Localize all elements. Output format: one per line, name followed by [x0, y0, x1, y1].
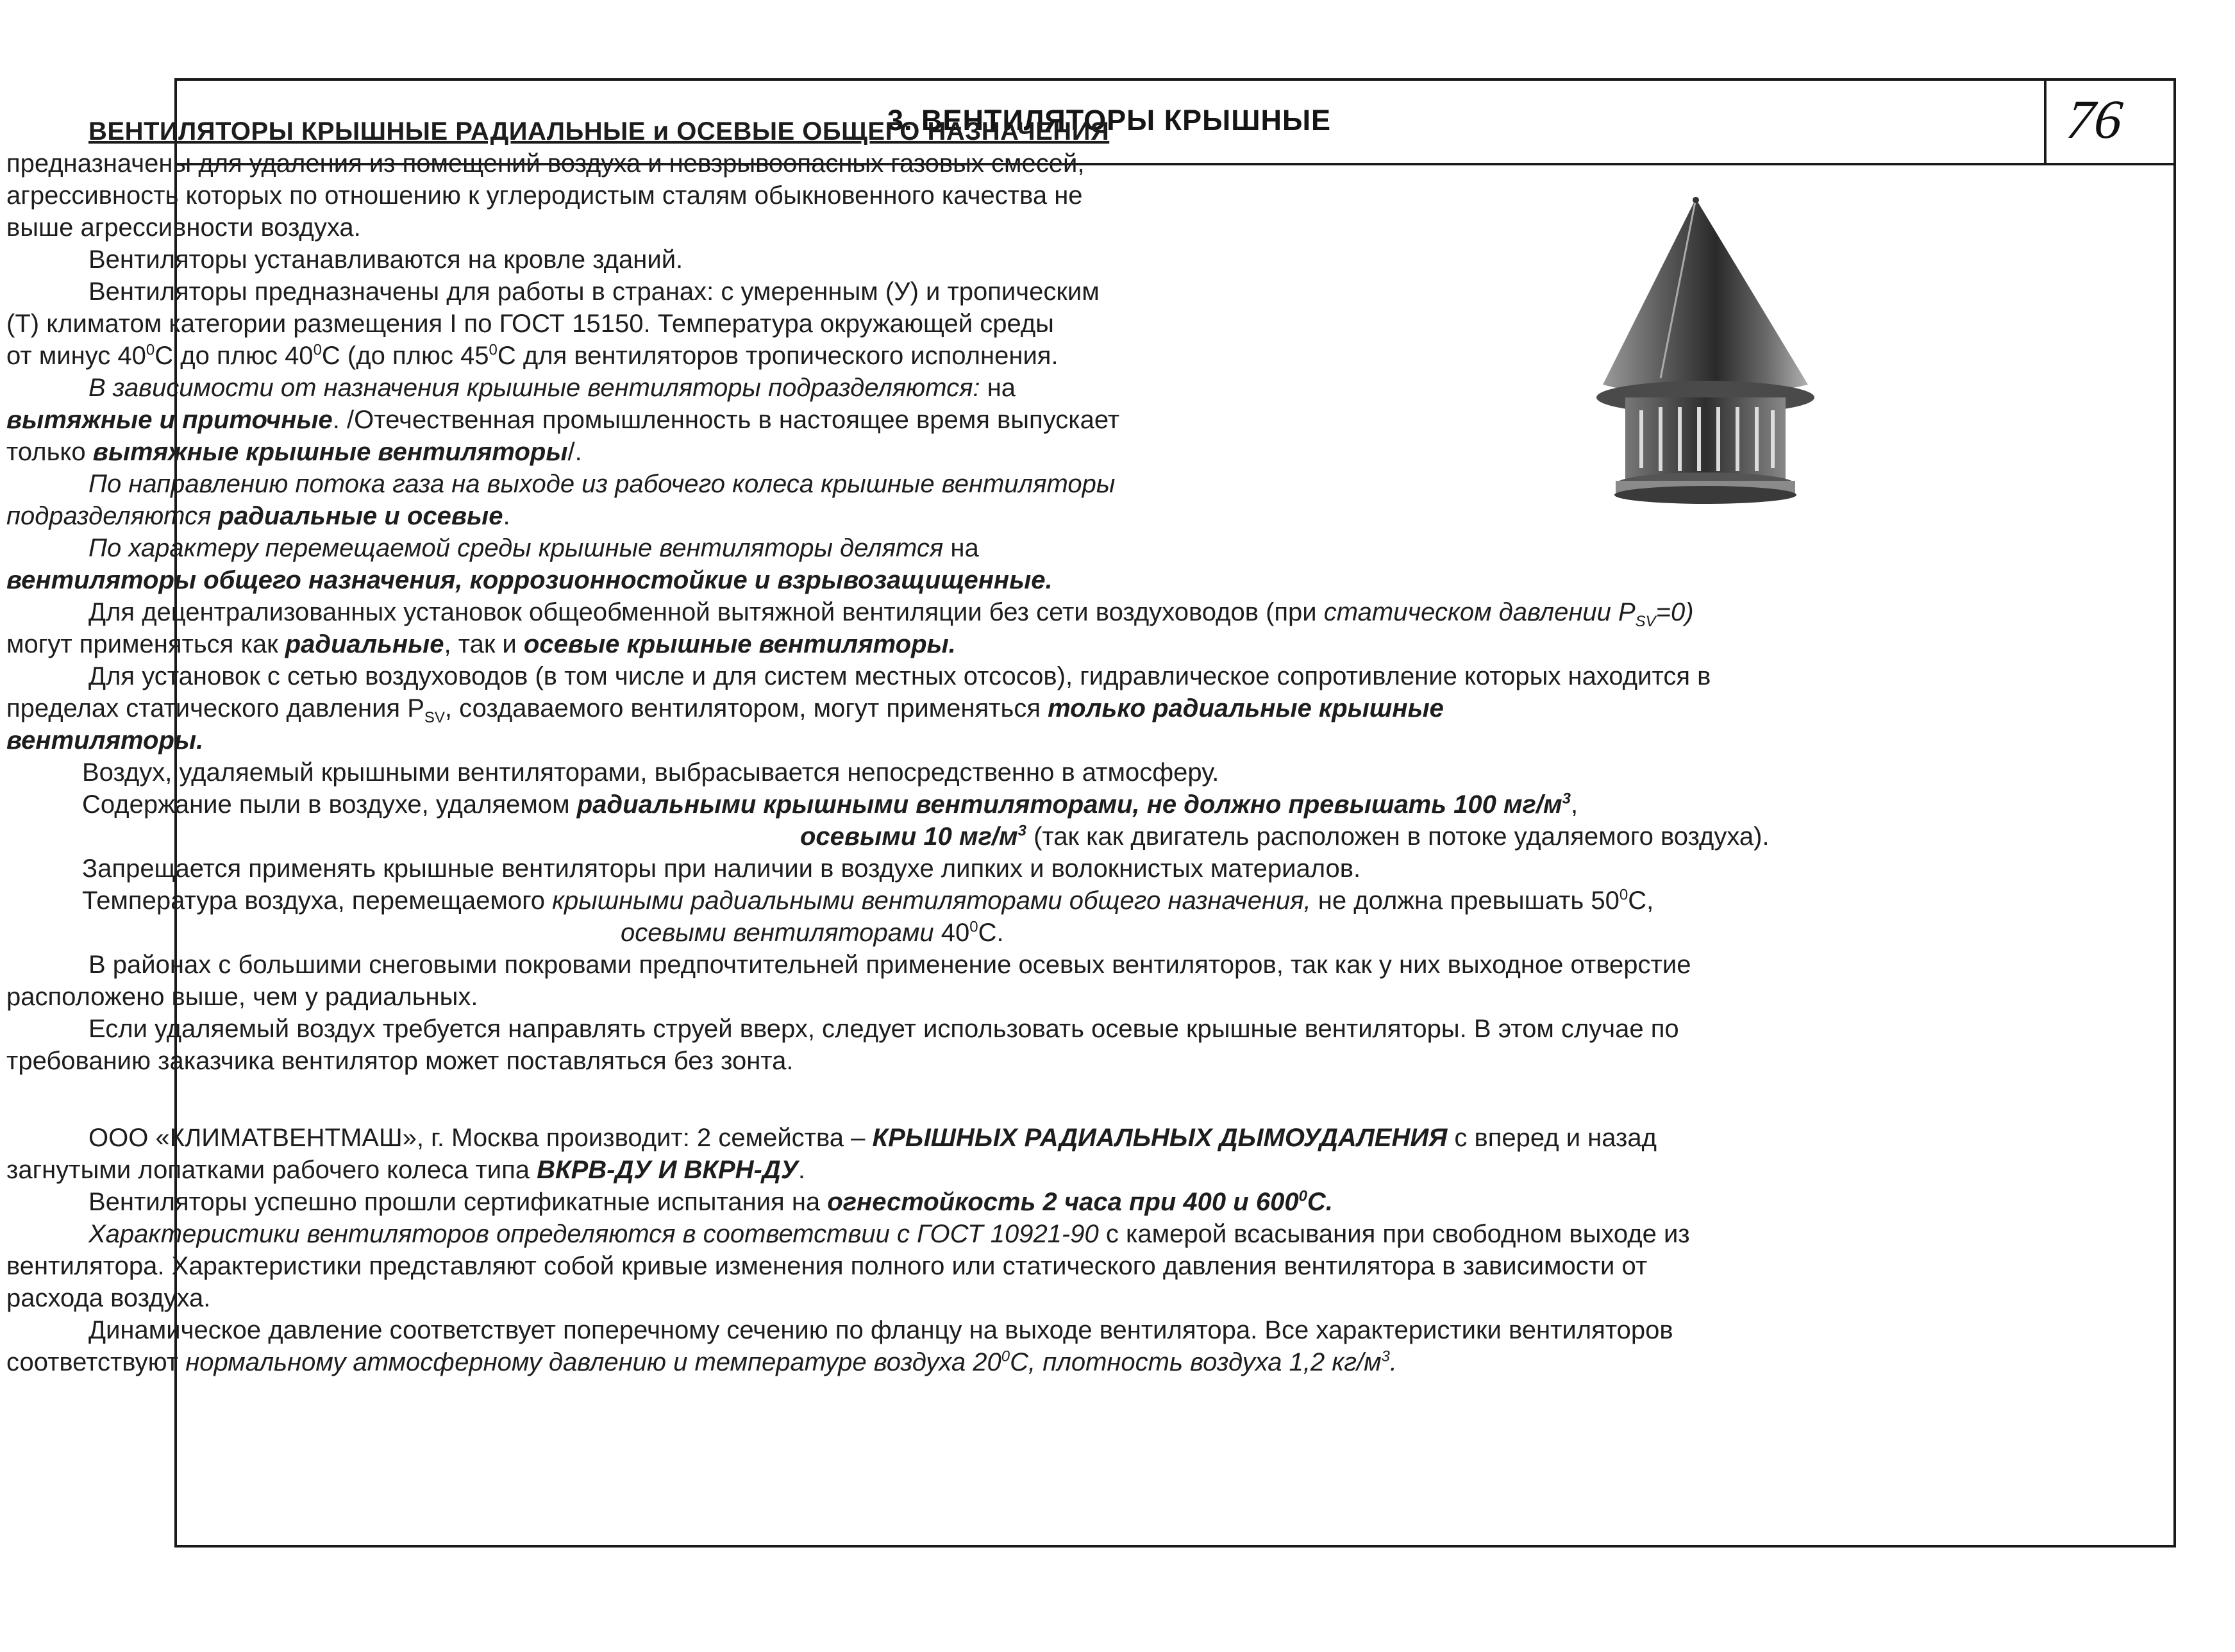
paragraph-characteristics: расхода воздуха. — [6, 1284, 211, 1312]
paragraph-dust: осевыми 10 $мг/м^3$ (так как двигатель расположен в потоке удаляемого воздуха). — [800, 822, 1770, 851]
paragraph-snow: В районах с большими снеговыми покровами предпочтительней применение осевых вентиляторов, так как у них выходное отверстие — [88, 951, 1691, 979]
paragraph-decentral: могут применяться как радиальные, так и осевые крышные вентиляторы. — [6, 630, 956, 658]
paragraph-dynamic: соответствуют нормальному атмосферному давлению и температуре воздуха $20^0С$, плотность воздуха 1,2 $кг/м^3$. — [6, 1347, 1397, 1376]
paragraph-forbid: Запрещается применять крышные вентиляторы при наличии в воздухе липких и волокнистых материалов. — [82, 855, 1361, 883]
paragraph-upward: требованию заказчика вентилятор может поставляться без зонта. — [6, 1047, 794, 1075]
document-body — [6, 115, 1975, 1378]
paragraph-climate: от минус $40^0С$ до плюс $40^0С$ (до плюс $45^0С$ для вентиляторов тропического исполнения. — [6, 341, 1059, 370]
paragraph-ducts: пределах статического давления $P_{SV}$, создаваемого вентилятором, могут применяться только радиальные крышные — [6, 694, 1444, 726]
paragraph-flow: подразделяются радиальные и осевые. — [6, 502, 510, 530]
intro-line: агрессивность которых по отношению к углеродистым сталям обыкновенного качества не — [6, 181, 1083, 210]
paragraph-ducts: Для установок с сетью воздуховодов (в том числе и для систем местных отсосов), гидравлическое сопротивление которых находится в — [88, 662, 1711, 690]
paragraph-upward: Если удаляемый воздух требуется направлять струей вверх, следует использовать осевые крышные вентиляторы. В этом случае по — [88, 1015, 1679, 1043]
paragraph-dynamic: Динамическое давление соответствует поперечному сечению по фланцу на выходе вентилятора. Все характеристики вентиляторов — [88, 1316, 1673, 1344]
paragraph-flow: По направлению потока газа на выходе из рабочего колеса крышные вентиляторы — [88, 470, 1116, 498]
paragraph-temp: Температура воздуха, перемещаемого крышными радиальными вентиляторами общего назначения, не должна превышать $50^0С$, — [82, 886, 1654, 915]
paragraph-company: загнутыми лопатками рабочего колеса типа ВКРВ-ДУ И ВКРН-ДУ. — [6, 1156, 805, 1184]
paragraph-decentral: Для децентрализованных установок общеобменной вытяжной вентиляции без сети воздуховодов (при статическом давлении $P_{SV}=0$) — [88, 598, 1694, 630]
paragraph-exhaust: Воздух, удаляемый крышными вентиляторами, выбрасывается непосредственно в атмосферу. — [82, 758, 1219, 787]
paragraph-medium: По характеру перемещаемой среды крышные вентиляторы делятся на — [88, 534, 979, 562]
intro-line: выше агрессивности воздуха. — [6, 213, 361, 242]
paragraph-medium: вентиляторы общего назначения, коррозионностойкие и взрывозащищенные. — [6, 566, 1053, 594]
paragraph-purpose: В зависимости от назначения крышные вентиляторы подразделяются: на — [88, 374, 1016, 402]
paragraph-climate: Вентиляторы предназначены для работы в странах: с умеренным (У) и тропическим — [88, 278, 1100, 306]
paragraph-snow: расположено выше, чем у радиальных. — [6, 983, 478, 1011]
paragraph-dust: Содержание пыли в воздухе, удаляемом радиальными крышными вентиляторами, не должно превышать 100 $мг/м^3$, — [82, 790, 1578, 819]
paragraph-roof: Вентиляторы устанавливаются на кровле зданий. — [88, 246, 683, 274]
paragraph-ducts: вентиляторы. — [6, 726, 204, 755]
page-number: 76 — [2063, 88, 2126, 150]
paragraph-temp: осевыми вентиляторами $40^0С$. — [621, 918, 1004, 947]
paragraph-purpose: только вытяжные крышные вентиляторы/. — [6, 438, 582, 466]
page-number-box — [2044, 81, 2173, 163]
paragraph-climate: (Т) климатом категории размещения I по ГОСТ 15150. Температура окружающей среды — [6, 310, 1054, 338]
page-title: 3. ВЕНТИЛЯТОРЫ КРЫШНЫЕ — [887, 104, 1332, 137]
paragraph-characteristics: Характеристики вентиляторов определяются в соответствии с ГОСТ 10921-90 с камерой всасывания при свободном выходе из — [88, 1220, 1690, 1248]
section-heading: ВЕНТИЛЯТОРЫ КРЫШНЫЕ РАДИАЛЬНЫЕ и ОСЕВЫЕ ОБЩЕГО НАЗНАЧЕНИЯ — [88, 117, 1110, 146]
intro-line: предназначены для удаления из помещений воздуха и невзрывоопасных газовых смесей, — [6, 149, 1085, 178]
paragraph-characteristics: вентилятора. Характеристики представляют собой кривые изменения полного или статического давления вентилятора в зависимости от — [6, 1252, 1648, 1280]
paragraph-purpose: вытяжные и приточные. /Отечественная промышленность в настоящее время выпускает — [6, 406, 1120, 434]
paragraph-company: ООО «КЛИМАТВЕНТМАШ», г. Москва производит: 2 семейства – КРЫШНЫХ РАДИАЛЬНЫХ ДЫМОУДАЛЕНИЯ с вперед и назад — [88, 1124, 1657, 1152]
paragraph-cert: Вентиляторы успешно прошли сертификатные испытания на огнестойкость 2 часа при 400 и $600^0С$. — [88, 1187, 1333, 1216]
